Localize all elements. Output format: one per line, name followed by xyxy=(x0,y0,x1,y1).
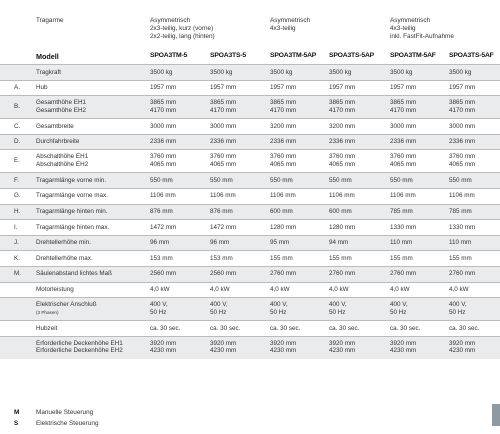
table-cell: 155 mm xyxy=(329,254,352,262)
footnote-s xyxy=(14,420,99,427)
table-cell: ca. 30 sec. xyxy=(210,324,241,332)
table-cell: 3760 mm 4065 mm xyxy=(270,153,297,168)
row-label-text: Abschalthöhe EH1 Abschalthöhe EH2 xyxy=(36,153,89,168)
table-cell: 3000 mm xyxy=(210,122,237,130)
row-label xyxy=(36,84,48,92)
table-cell: 3500 kg xyxy=(270,68,293,76)
table-cell: 155 mm xyxy=(270,254,293,262)
table-row xyxy=(0,118,500,134)
table-cell: 4,0 kW xyxy=(150,286,170,294)
table-row xyxy=(0,266,500,282)
table-cell: 1472 mm xyxy=(150,223,177,231)
table-cell: 94 mm xyxy=(329,239,349,247)
table-cell: 3920 mm 4230 mm xyxy=(210,339,237,355)
table-cell: 3000 mm xyxy=(390,122,417,130)
table-cell: 3920 mm 4230 mm xyxy=(270,339,297,355)
row-label-text: Elektrischer Anschluß xyxy=(36,301,97,309)
table-cell: 3865 mm 4170 mm xyxy=(150,99,177,114)
table-cell: 3920 mm 4230 mm xyxy=(150,339,177,355)
table-cell: ca. 30 sec. xyxy=(449,324,480,332)
row-label xyxy=(36,153,88,168)
table-cell: 400 V, 50 Hz xyxy=(449,301,467,316)
table-cell: 3865 mm 4170 mm xyxy=(210,99,237,114)
table-cell: 3920 mm 4230 mm xyxy=(449,339,476,355)
group-header-1: Asymmetrisch 2x3-teilig, kurz (vorne) 2x2-teilig, lang (hinten) xyxy=(150,17,215,41)
row-label xyxy=(36,255,93,263)
table-row xyxy=(0,95,500,118)
table-cell: 3760 mm 4065 mm xyxy=(150,153,177,168)
table-cell: 876 mm xyxy=(210,208,233,216)
table-row xyxy=(0,336,500,359)
table-row xyxy=(0,204,500,220)
row-label xyxy=(36,138,79,146)
table-cell: 550 mm xyxy=(329,176,352,184)
table-cell: 2560 mm xyxy=(150,270,177,278)
row-letter: G. xyxy=(14,192,21,200)
table-cell: 2336 mm xyxy=(449,138,476,146)
row-label xyxy=(36,301,97,316)
table-cell: 1957 mm xyxy=(449,84,476,92)
row-label xyxy=(36,192,108,200)
table-cell: 1106 mm xyxy=(210,192,236,200)
row-label xyxy=(36,286,74,294)
row-label-text: Drehtellerhöhe min. xyxy=(36,239,91,247)
row-label xyxy=(36,99,86,114)
row-label xyxy=(36,224,109,232)
table-cell: 400 V, 50 Hz xyxy=(150,301,168,316)
table-cell: 785 mm xyxy=(449,208,472,216)
row-label xyxy=(36,340,123,355)
table-cell: 153 mm xyxy=(210,254,233,262)
row-label-text: Hub xyxy=(36,84,48,92)
footnote-key: S xyxy=(14,420,19,427)
table-cell: 2336 mm xyxy=(210,138,237,146)
row-label-text: Tragarmlänge vorne min. xyxy=(36,176,107,184)
table-cell: 1957 mm xyxy=(210,84,237,92)
row-label-text: Säulenabstand lichtes Maß xyxy=(36,270,112,278)
row-label-text: Drehtellerhöhe max. xyxy=(36,254,93,262)
table-cell: 3500 kg xyxy=(210,68,233,76)
row-label xyxy=(36,123,74,131)
table-cell: 96 mm xyxy=(150,239,170,247)
table-cell: ca. 30 sec. xyxy=(390,324,421,332)
row-label-text: Tragkraft xyxy=(36,68,61,76)
row-label-text: Erforderliche Deckenhöhe EH1 Erforderliche Deckenhöhe EH2 xyxy=(36,339,123,355)
row-letter: M. xyxy=(14,270,21,278)
table-cell: 4,0 kW xyxy=(210,286,230,294)
model-name: SPOA3TM-5AF xyxy=(390,52,436,59)
table-row xyxy=(0,250,500,266)
model-name: SPOA3TS-5AP xyxy=(329,52,375,59)
group-header-2: Asymmetrisch 4x3-teilig xyxy=(270,17,311,33)
row-letter: C. xyxy=(14,122,21,130)
table-cell: 110 mm xyxy=(449,239,472,247)
table-cell: 96 mm xyxy=(210,239,230,247)
row-label-text: Motorleistung xyxy=(36,286,74,294)
table-cell: 1106 mm xyxy=(449,192,475,200)
table-cell: 4,0 kW xyxy=(390,286,410,294)
table-cell: 3200 mm xyxy=(270,122,297,130)
table-cell: 1106 mm xyxy=(390,192,416,200)
table-cell: 1330 mm xyxy=(449,223,476,231)
table-cell: 1280 mm xyxy=(329,223,356,231)
table-cell: 2760 mm xyxy=(270,270,297,278)
table-cell: 155 mm xyxy=(449,254,472,262)
table-cell: 2760 mm xyxy=(329,270,356,278)
row-label xyxy=(36,239,91,247)
table-row xyxy=(0,320,500,336)
table-cell: 2336 mm xyxy=(150,138,177,146)
row-letter: I. xyxy=(14,223,18,231)
table-cell: 3920 mm 4230 mm xyxy=(329,339,356,355)
table-cell: 1106 mm xyxy=(270,192,296,200)
table-row xyxy=(0,80,500,96)
footnote-text: Manuelle Steuerung xyxy=(36,409,94,416)
group-header-3: Asymmetrisch 4x3-teilig inkl. FastFit-Aufnahme xyxy=(390,17,454,41)
table-cell: ca. 30 sec. xyxy=(150,324,181,332)
table-cell: 1106 mm xyxy=(329,192,355,200)
table-cell: 1280 mm xyxy=(270,223,297,231)
table-cell: ca. 30 sec. xyxy=(329,324,360,332)
table-row xyxy=(0,235,500,251)
table-cell: 2560 mm xyxy=(210,270,237,278)
table-cell: 2760 mm xyxy=(449,270,476,278)
footnote-key: M xyxy=(14,409,20,416)
table-cell: 4,0 kW xyxy=(329,286,349,294)
table-cell: 3760 mm 4065 mm xyxy=(449,153,476,168)
row-letter: J. xyxy=(14,239,19,247)
row-label xyxy=(36,69,61,77)
table-cell: 3760 mm 4065 mm xyxy=(210,153,237,168)
table-cell: 600 mm xyxy=(270,208,293,216)
table-cell: 550 mm xyxy=(390,176,413,184)
row-label-text: Tragarmlänge hinten min. xyxy=(36,208,108,216)
table-cell: 3000 mm xyxy=(449,122,476,130)
row-label xyxy=(36,270,112,278)
row-letter: B. xyxy=(14,103,20,111)
model-name: SPOA3TS-5AF xyxy=(449,52,494,59)
table-cell: 3865 mm 4170 mm xyxy=(329,99,356,114)
table-cell: 3500 kg xyxy=(329,68,352,76)
footnote-m xyxy=(14,409,93,416)
table-cell: 110 mm xyxy=(390,239,413,247)
row-letter: K. xyxy=(14,254,20,262)
table-cell: 3920 mm 4230 mm xyxy=(390,339,417,355)
table-cell: 1106 mm xyxy=(150,192,176,200)
table-cell: 3500 kg xyxy=(390,68,413,76)
table-cell: 2336 mm xyxy=(390,138,417,146)
table-cell: 400 V, 50 Hz xyxy=(329,301,347,316)
table-row xyxy=(0,219,500,235)
table-cell: 3200 mm xyxy=(329,122,356,130)
row-label-text: Gesamthöhe EH1 Gesamthöhe EH2 xyxy=(36,99,87,114)
row-letter: F. xyxy=(14,176,19,184)
table-cell: 95 mm xyxy=(270,239,290,247)
row-label xyxy=(36,325,57,333)
table-cell: 3760 mm 4065 mm xyxy=(390,153,417,168)
row-label-text: Tragarmlänge hinten max. xyxy=(36,223,110,231)
table-cell: 3865 mm 4170 mm xyxy=(449,99,476,114)
row-label-text: Durchfahrbreite xyxy=(36,138,80,146)
model-label: Modell xyxy=(36,52,59,61)
table-cell: 1330 mm xyxy=(390,223,417,231)
table-cell: 550 mm xyxy=(210,176,233,184)
table-cell: 2336 mm xyxy=(329,138,356,146)
table-row xyxy=(0,172,500,188)
table-cell: 1472 mm xyxy=(210,223,237,231)
table-cell: 400 V, 50 Hz xyxy=(210,301,228,316)
table-cell: 400 V, 50 Hz xyxy=(270,301,288,316)
table-cell: 550 mm xyxy=(270,176,293,184)
table-cell: 3865 mm 4170 mm xyxy=(390,99,417,114)
table-cell: 4,0 kW xyxy=(270,286,290,294)
row-label xyxy=(36,177,106,185)
table-cell: 1957 mm xyxy=(150,84,177,92)
table-row xyxy=(0,282,500,298)
row-label-text: Tragarmlänge vorne max. xyxy=(36,192,108,200)
table-cell: 3500 kg xyxy=(449,68,472,76)
table-cell: 1957 mm xyxy=(270,84,297,92)
table-cell: 2336 mm xyxy=(270,138,297,146)
table-row xyxy=(0,149,500,172)
table-row xyxy=(0,297,500,320)
table-cell: 3760 mm 4065 mm xyxy=(329,153,356,168)
table-cell: 550 mm xyxy=(150,176,173,184)
table-cell: 785 mm xyxy=(390,208,413,216)
table-cell: 3500 kg xyxy=(150,68,173,76)
row-letter: E. xyxy=(14,157,20,165)
header-label: Tragarme xyxy=(36,17,64,24)
footnote-text: Elektrische Steuerung xyxy=(36,420,99,427)
table-cell: 550 mm xyxy=(449,176,472,184)
row-sublabel: (3 Phasen) xyxy=(36,309,59,315)
table-cell: 3000 mm xyxy=(150,122,177,130)
table-cell: 600 mm xyxy=(329,208,352,216)
table-cell: 155 mm xyxy=(390,254,413,262)
model-name: SPOA3TM-5 xyxy=(150,52,188,59)
row-label xyxy=(36,208,108,216)
table-cell: 400 V, 50 Hz xyxy=(390,301,408,316)
table-cell: 3865 mm 4170 mm xyxy=(270,99,297,114)
table-cell: ca. 30 sec. xyxy=(270,324,301,332)
page-tab-marker xyxy=(492,404,500,426)
row-letter: H. xyxy=(14,208,21,216)
table-cell: 876 mm xyxy=(150,208,173,216)
table-cell: 4,0 kW xyxy=(449,286,469,294)
row-label-text: Gesamtbreite xyxy=(36,122,74,130)
table-row xyxy=(0,134,500,150)
row-letter: D. xyxy=(14,138,21,146)
spec-table xyxy=(0,64,500,359)
table-row xyxy=(0,64,500,80)
table-cell: 1957 mm xyxy=(390,84,417,92)
table-cell: 1957 mm xyxy=(329,84,356,92)
model-name: SPOA3TS-5 xyxy=(210,52,246,59)
table-cell: 153 mm xyxy=(150,254,173,262)
table-row xyxy=(0,188,500,204)
row-label-text: Hubzeit xyxy=(36,324,58,332)
row-letter: A. xyxy=(14,84,20,92)
table-cell: 2760 mm xyxy=(390,270,417,278)
model-name: SPOA3TM-5AP xyxy=(270,52,317,59)
